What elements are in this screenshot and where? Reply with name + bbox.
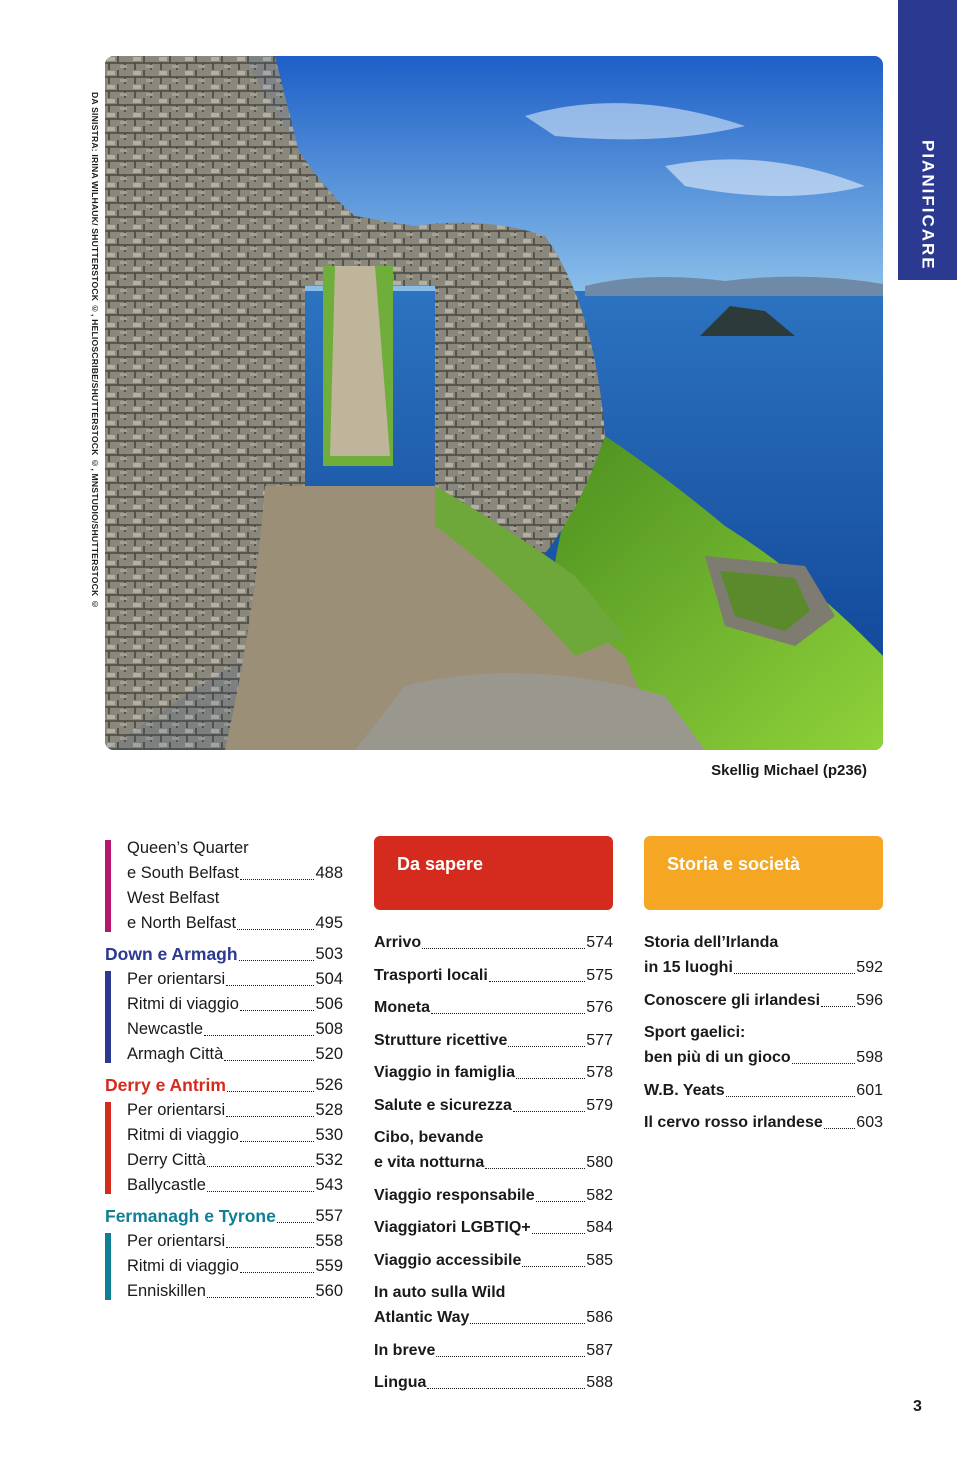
toc-page-number: 526: [315, 1076, 343, 1094]
toc-entry-label: W.B. Yeats: [644, 1081, 725, 1099]
toc-entry-label: Enniskillen: [127, 1282, 206, 1300]
toc-page-number: 576: [586, 999, 613, 1016]
toc-entry-label: e vita notturna: [374, 1154, 485, 1171]
toc-entry-label: West Belfast: [127, 889, 220, 907]
toc-page-number: 596: [856, 991, 883, 1009]
toc-entry[interactable]: [374, 1370, 613, 1395]
toc-entry-label: In auto sulla Wild: [374, 1284, 506, 1301]
toc-page-number: 601: [856, 1081, 883, 1099]
toc-entries: [374, 930, 613, 1395]
toc-entry-label: Ritmi di viaggio: [127, 995, 239, 1013]
toc-page-number: 577: [586, 1031, 613, 1049]
toc-page-number: 532: [315, 1151, 343, 1169]
group-color-bar: [105, 1233, 111, 1300]
toc-page-number: 603: [856, 1114, 883, 1131]
toc-page-number: 592: [856, 959, 883, 976]
toc-entry[interactable]: [644, 930, 883, 980]
toc-entry-label: Arrivo: [374, 934, 422, 951]
toc-entry-label: Viaggio accessibile: [374, 1251, 522, 1269]
toc-entry[interactable]: [374, 1028, 613, 1053]
toc-page-number: 528: [315, 1101, 343, 1119]
toc-group-down-armagh: [105, 967, 343, 1067]
page-number: 3: [913, 1398, 922, 1415]
toc-entry[interactable]: [374, 963, 613, 988]
toc-entry-label: Atlantic Way: [374, 1309, 470, 1326]
toc-entry[interactable]: [127, 1254, 343, 1279]
group-color-bar: [105, 840, 111, 932]
toc-column-storia-societa: [644, 836, 883, 1135]
region-title: Derry e Antrim: [105, 1075, 226, 1095]
toc-region-down-armagh[interactable]: [105, 942, 343, 967]
toc-page-number: 560: [315, 1282, 343, 1300]
toc-entry[interactable]: [374, 995, 613, 1020]
toc-page-number: 579: [586, 1096, 613, 1114]
toc-entry-label: Conoscere gli irlandesi: [644, 991, 821, 1009]
toc-page-number: 574: [586, 934, 613, 951]
section-tab-label: PIANIFICARE: [918, 139, 938, 271]
toc-entry-label: Ritmi di viaggio: [127, 1257, 239, 1275]
toc-page-number: 588: [586, 1374, 613, 1391]
toc-entry[interactable]: [127, 1098, 343, 1123]
toc-entry-label: Moneta: [374, 999, 430, 1016]
photo-skellig-michael: [105, 56, 883, 750]
toc-entry[interactable]: [127, 1017, 343, 1042]
toc-page-number: 559: [315, 1257, 343, 1275]
toc-entry[interactable]: [127, 1279, 343, 1304]
toc-column-da-sapere: [374, 836, 613, 1395]
section-tab: [898, 0, 957, 280]
toc-entry-label: Armagh Città: [127, 1045, 224, 1063]
toc-region-derry-antrim[interactable]: [105, 1073, 343, 1098]
section-header-da-sapere[interactable]: Da sapere: [374, 836, 613, 910]
toc-entry-label: Newcastle: [127, 1020, 204, 1038]
toc-entry-label: Per orientarsi: [127, 1101, 226, 1119]
toc-column-belfast-northern-ireland: [105, 836, 343, 1304]
toc-entry[interactable]: [374, 1093, 613, 1118]
toc-entry-label: Lingua: [374, 1374, 427, 1391]
toc-group-derry-antrim: [105, 1098, 343, 1198]
toc-entry-label: e South Belfast: [127, 864, 239, 882]
toc-page-number: 488: [315, 864, 343, 882]
toc-entry-label: Sport gaelici:: [644, 1024, 746, 1041]
toc-entry[interactable]: [374, 1248, 613, 1273]
toc-page-number: 543: [315, 1176, 343, 1194]
toc-page-number: 587: [586, 1341, 613, 1359]
toc-entry[interactable]: [374, 930, 613, 955]
toc-entry[interactable]: [644, 1078, 883, 1103]
toc-entry[interactable]: [127, 1123, 343, 1148]
toc-page-number: 504: [315, 970, 343, 988]
toc-entry[interactable]: [127, 967, 343, 992]
toc-entry-label: Ballycastle: [127, 1176, 206, 1194]
toc-page-number: 495: [315, 914, 343, 932]
toc-entry-label: Viaggio responsabile: [374, 1186, 535, 1204]
toc-page-number: 582: [586, 1186, 613, 1204]
toc-entry[interactable]: [374, 1215, 613, 1240]
toc-entry-label: Queen’s Quarter: [127, 839, 249, 857]
toc-entry-label: Ritmi di viaggio: [127, 1126, 239, 1144]
photo-caption: Skellig Michael (p236): [711, 762, 867, 779]
photo-credit: DA SINISTRA: IRINA WILHAUK/ SHUTTERSTOCK ©, HELIOSCRIBE/SHUTTERSTOCK ©, MNSTUDIO/SHUTTERSTOCK ©: [90, 92, 100, 610]
toc-page-number: 575: [586, 966, 613, 984]
toc-entry-label: Per orientarsi: [127, 1232, 226, 1250]
toc-entry-label: Cibo, bevande: [374, 1129, 484, 1146]
toc-entry-label: In breve: [374, 1341, 436, 1359]
toc-page-number: 585: [586, 1251, 613, 1269]
section-header-storia-societa[interactable]: Storia e società: [644, 836, 883, 910]
toc-page-number: 558: [315, 1232, 343, 1250]
toc-entry[interactable]: [374, 1060, 613, 1085]
toc-page-number: 580: [586, 1154, 613, 1171]
toc-entry[interactable]: [374, 1280, 613, 1330]
region-title: Down e Armagh: [105, 944, 238, 964]
toc-entry-label: Derry Città: [127, 1151, 206, 1169]
toc-page-number: 557: [315, 1207, 343, 1225]
toc-page-number: 503: [315, 945, 343, 963]
toc-region-fermanagh-tyrone[interactable]: [105, 1204, 343, 1229]
toc-entry[interactable]: [374, 1125, 613, 1175]
group-color-bar: [105, 1102, 111, 1194]
toc-entry-label: ben più di un gioco: [644, 1049, 791, 1066]
toc-entry-label: Strutture ricettive: [374, 1031, 508, 1049]
toc-entry[interactable]: [127, 1173, 343, 1198]
toc-entry[interactable]: [127, 1229, 343, 1254]
toc-page-number: 506: [315, 995, 343, 1013]
toc-page-number: 586: [586, 1309, 613, 1326]
toc-entry[interactable]: [644, 1020, 883, 1070]
toc-entry[interactable]: [374, 1183, 613, 1208]
toc-page-number: 578: [586, 1064, 613, 1081]
toc-entry-label: Il cervo rosso irlandese: [644, 1114, 823, 1131]
region-title: Fermanagh e Tyrone: [105, 1206, 276, 1226]
toc-entry-label: Trasporti locali: [374, 966, 488, 984]
toc-entry[interactable]: [644, 988, 883, 1013]
toc-entry[interactable]: [644, 1110, 883, 1135]
toc-page-number: 508: [315, 1020, 343, 1038]
toc-group-belfast: [105, 836, 343, 936]
toc-entry-label: e North Belfast: [127, 914, 237, 932]
toc-group-fermanagh-tyrone: [105, 1229, 343, 1304]
toc-entry-label: Viaggiatori LGBTIQ+: [374, 1219, 531, 1236]
toc-entry[interactable]: [127, 1042, 343, 1067]
toc-entry-label: in 15 luoghi: [644, 959, 733, 976]
toc-entry-label: Storia dell’Irlanda: [644, 934, 779, 951]
toc-entry[interactable]: [127, 836, 343, 886]
toc-page-number: 584: [586, 1219, 613, 1236]
toc-entry[interactable]: [127, 1148, 343, 1173]
toc-page-number: 530: [315, 1126, 343, 1144]
group-color-bar: [105, 971, 111, 1063]
toc-page-number: 598: [856, 1049, 883, 1066]
toc-page-number: 520: [315, 1045, 343, 1063]
toc-entry-label: Viaggio in famiglia: [374, 1064, 516, 1081]
toc-entry[interactable]: [127, 992, 343, 1017]
toc-entry[interactable]: [374, 1338, 613, 1363]
toc-entry[interactable]: [127, 886, 343, 936]
toc-entry-label: Salute e sicurezza: [374, 1096, 512, 1114]
toc-entry-label: Per orientarsi: [127, 970, 226, 988]
toc-entries: [644, 930, 883, 1135]
